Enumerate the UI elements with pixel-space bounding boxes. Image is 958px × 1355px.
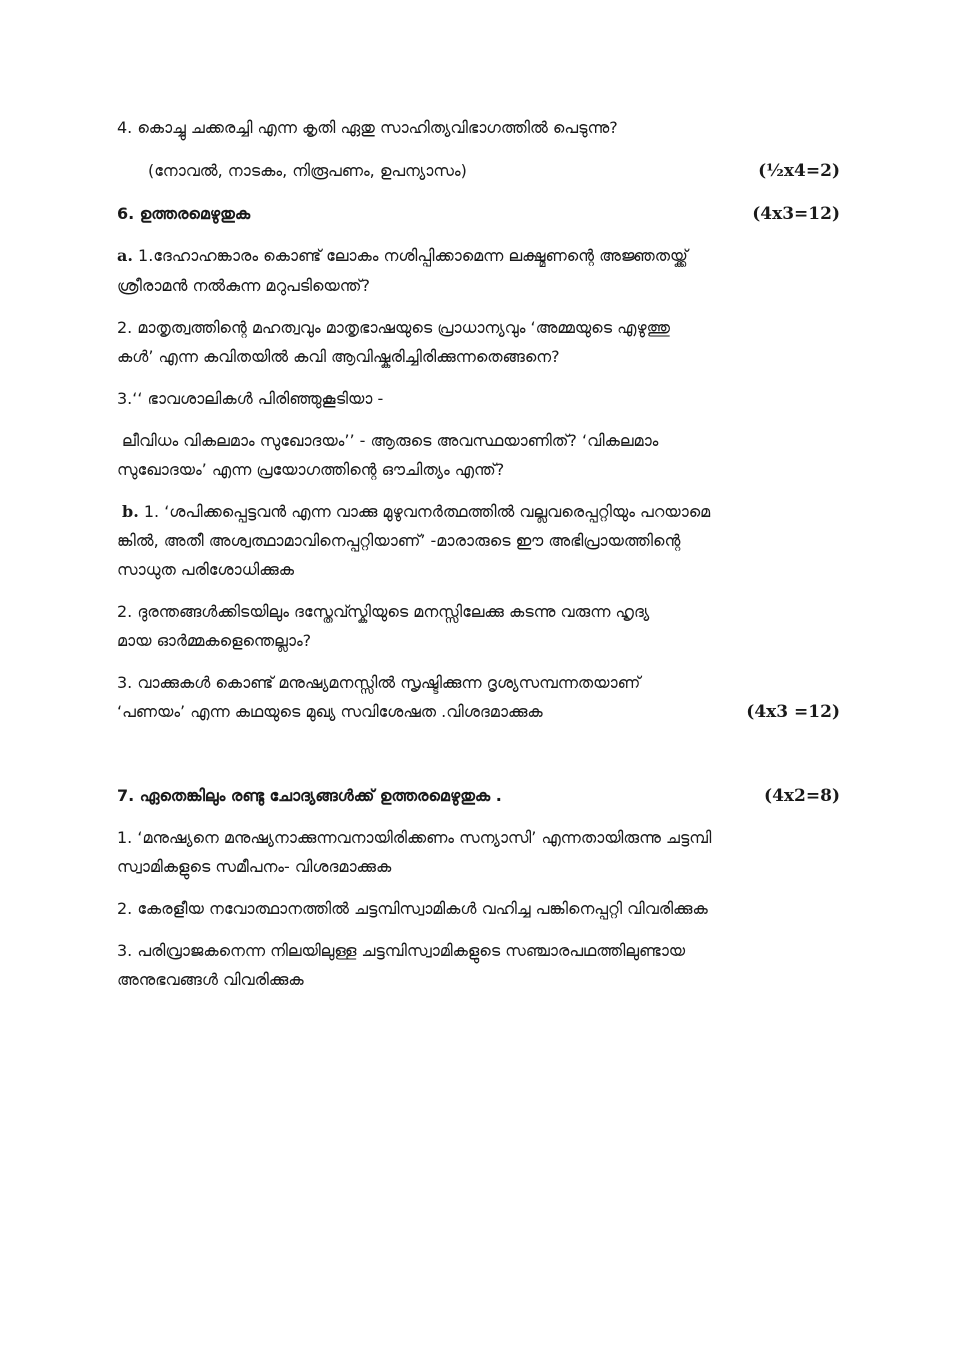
q6-b2-line1: 2. ദുരന്തങ്ങൾക്കിടയിലും ദസ്തേവ്സ്കിയുടെ മനസ്സിലേക്കു കടന്നു വരുന്ന ഹൃദ്യ bbox=[117, 602, 650, 621]
q6-b-marks: (4x3 =12) bbox=[746, 702, 840, 722]
q6-b1-line3: സാധുത പരിശോധിക്കുക bbox=[117, 560, 294, 579]
q6-a2-line2: കൾ’ എന്ന കവിതയിൽ കവി ആവിഷ്കരിച്ചിരിക്കുന്നതെങ്ങനെ? bbox=[117, 347, 560, 366]
q6-a1-text: 1.ദേഹാഹങ്കാരം കൊണ്ട് ലോകം നശിപ്പിക്കാമെന്ന ലക്ഷ്മണന്റെ അജ്ഞതയ്ക്ക് bbox=[138, 246, 688, 265]
q6-b1-line1 bbox=[122, 501, 710, 523]
q4-options: (നോവൽ, നാടകം, നിരൂപണം, ഉപന്യാസം) bbox=[148, 161, 467, 180]
q6-b3-line1: 3. വാക്കുകൾ കൊണ്ട് മനുഷ്യമനസ്സിൽ സൃഷ്ടിക്കുന്ന ദൃശ്യസമ്പന്നതയാണ് bbox=[117, 673, 641, 692]
q7-heading: 7. ഏതെങ്കിലും രണ്ടു ചോദ്യങ്ങൾക്ക് ഉത്തരമെഴുതുക . bbox=[117, 786, 502, 805]
q6-a-label: a. bbox=[117, 246, 133, 265]
q6-a3-line1: 3.‘‘ ഭാവശാലികൾ പിരിഞ്ഞുകൂടിയാ - bbox=[117, 389, 384, 408]
q6-a2-line1: 2. മാതൃത്വത്തിന്റെ മഹത്വവും മാതൃഭാഷയുടെ പ്രാധാന്യവും ‘അമ്മയുടെ എഴുത്തു bbox=[117, 318, 670, 337]
q6-a1-line1 bbox=[117, 245, 688, 267]
q6-marks: (4x3=12) bbox=[752, 204, 840, 224]
q7-item1-line1: 1. ‘മനുഷ്യനെ മനുഷ്യനാക്കുന്നവനായിരിക്കണം സന്യാസി’ എന്നതായിരുന്നു ചട്ടമ്പി bbox=[117, 828, 712, 847]
q7-item3-line1: 3. പരിവ്രാജകനെന്ന നിലയിലുള്ള ചട്ടമ്പിസ്വാമികളുടെ സഞ്ചാരപഥത്തിലുണ്ടായ bbox=[117, 941, 686, 960]
q6-b1-line2: ങ്കിൽ, അതീ അശ്വത്ഥാമാവിനെപ്പറ്റിയാണ്’ -മാരാരുടെ ഈ അഭിപ്രായത്തിന്റെ bbox=[117, 531, 681, 550]
q6-a1-line2: ശ്രീരാമൻ നൽകുന്ന മറുപടിയെന്ത്? bbox=[117, 276, 370, 295]
q7-item1-line2: സ്വാമികളുടെ സമീപനം- വിശദമാക്കുക bbox=[117, 857, 392, 876]
q7-item3-line2: അനുഭവങ്ങൾ വിവരിക്കുക bbox=[117, 970, 304, 989]
q6-b-label: b. bbox=[122, 502, 139, 521]
q7-marks: (4x2=8) bbox=[764, 786, 840, 806]
q7-item2-line1: 2. കേരളീയ നവോത്ഥാനത്തിൽ ചട്ടമ്പിസ്വാമികൾ വഹിച്ച പങ്കിനെപ്പറ്റി വിവരിക്കുക bbox=[117, 899, 708, 918]
q4-question: 4. കൊച്ചു ചക്കരച്ചി എന്ന കൃതി ഏതു സാഹിത്യവിഭാഗത്തിൽ പെടുന്നു? bbox=[117, 118, 618, 137]
q6-b3-line2: ‘പണയം’ എന്ന കഥയുടെ മുഖ്യ സവിശേഷത .വിശദമാക്കുക bbox=[117, 702, 543, 721]
q6-b2-line2: മായ ഓർമ്മകളെന്തെല്ലാം? bbox=[117, 631, 312, 650]
q4-marks: (½x4=2) bbox=[758, 161, 840, 181]
q6-a3-line2: ലീവിധം വികലമാം സുഖോദയം’’ - ആരുടെ അവസ്ഥയാണിത്? ‘വികലമാം bbox=[122, 431, 659, 450]
q6-a3-line3: സുഖോദയം’ എന്ന പ്രയോഗത്തിന്റെ ഔചിത്യം എന്ത്? bbox=[117, 460, 505, 479]
q6-b1-text: 1. ‘ശപിക്കപ്പെട്ടവൻ എന്ന വാക്കു മുഴുവനർത്ഥത്തിൽ വല്ലവരെപ്പറ്റിയും പറയാമെ bbox=[143, 502, 711, 521]
q6-heading: 6. ഉത്തരമെഴുതുക bbox=[117, 204, 251, 223]
